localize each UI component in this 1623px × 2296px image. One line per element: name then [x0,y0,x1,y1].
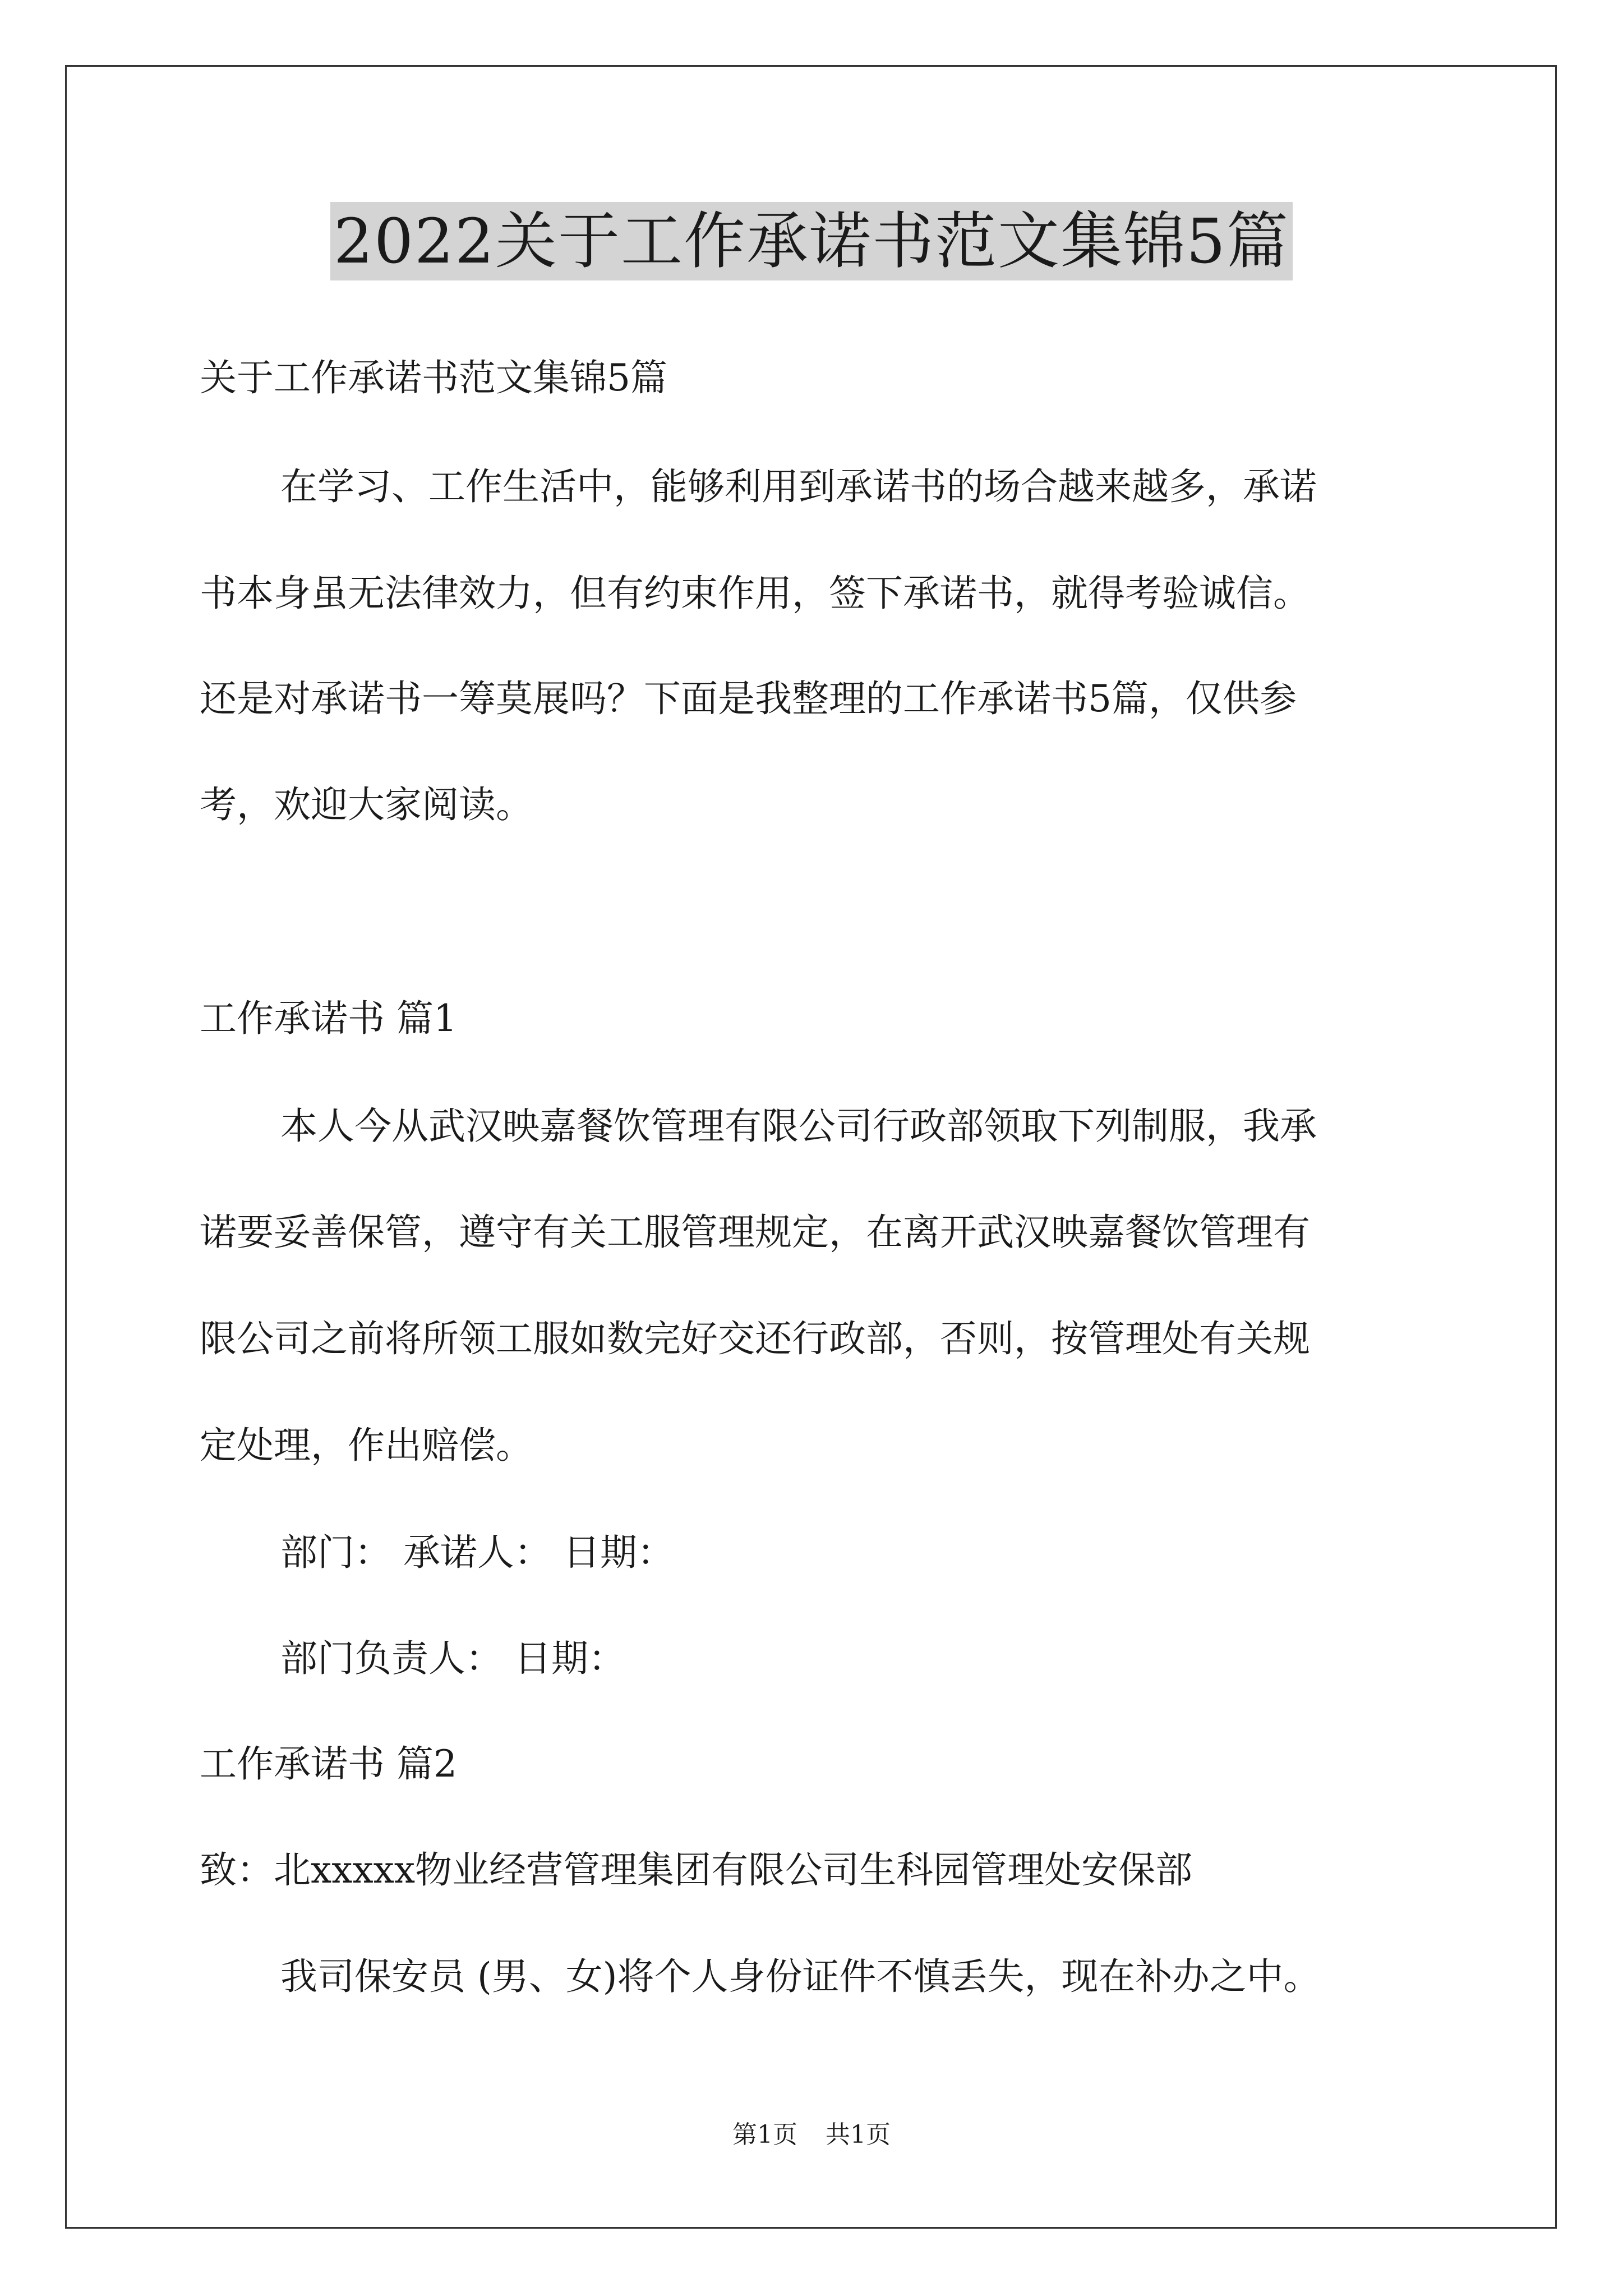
section2-addressee: 致：北xxxxx物业经营管理集团有限公司生科园管理处安保部 [200,1848,1193,1892]
page-footer [0,2119,1623,2151]
section1-sign-line-2: 部门负责人： 日期： [280,1637,625,1680]
page-total: 共1页 [826,2120,891,2149]
intro-line-1: 在学习、工作生活中，能够利用到承诺书的场合越来越多，承诺 [280,465,1317,508]
section2-heading: 工作承诺书 篇2 [200,1742,457,1786]
intro-line-3: 还是对承诺书一筹莫展吗？下面是我整理的工作承诺书5篇，仅供参 [200,677,1297,720]
document-title: 2022关于工作承诺书范文集锦5篇 [330,202,1293,280]
section1-line-1: 本人今从武汉映嘉餐饮管理有限公司行政部领取下列制服，我承 [280,1105,1317,1148]
section1-heading: 工作承诺书 篇1 [200,997,457,1040]
title-container [0,202,1623,280]
intro-line-2: 书本身虽无法律效力，但有约束作用，签下承诺书，就得考验诚信。 [200,572,1310,615]
section1-line-2: 诺要妥善保管，遵守有关工服管理规定，在离开武汉映嘉餐饮管理有 [200,1211,1310,1254]
page-number: 第1页 [732,2120,797,2149]
section2-line-1: 我司保安员 (男、女)将个人身份证件不慎丢失，现在补办之中。 [280,1955,1321,1998]
section1-sign-line-1: 部门： 承诺人： 日期： [280,1531,674,1574]
intro-line-4: 考，欢迎大家阅读。 [200,783,533,826]
document-subtitle: 关于工作承诺书范文集锦5篇 [200,356,667,399]
section1-line-3: 限公司之前将所领工服如数完好交还行政部，否则，按管理处有关规 [200,1317,1310,1360]
section1-line-4: 定处理，作出赔偿。 [200,1424,533,1467]
